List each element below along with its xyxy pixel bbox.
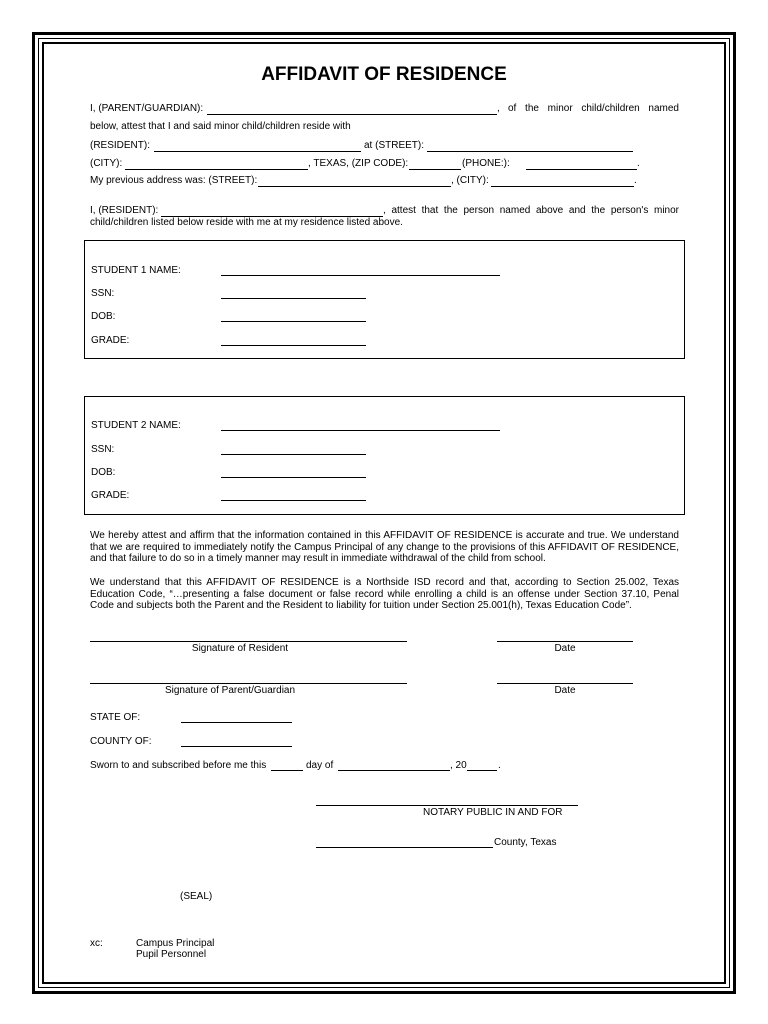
phone-line[interactable] [526, 169, 637, 170]
resident-date-line[interactable] [497, 641, 633, 642]
county-of-line[interactable] [181, 746, 292, 747]
previous-city-label: , (CITY): [451, 175, 489, 186]
parent-guardian-comma: , [497, 103, 500, 114]
student-1-grade-line[interactable] [221, 345, 366, 346]
street-line[interactable] [427, 151, 633, 152]
resident-attest-text-b: child/children listed below reside with me at my residence listed above. [90, 217, 403, 228]
student-2-name-line[interactable] [221, 430, 500, 431]
seal-label: (SEAL) [180, 891, 213, 902]
zip-code-line[interactable] [409, 169, 461, 170]
county-of-label: COUNTY OF: [90, 736, 152, 747]
minor-children-text: of the minor child/children named [508, 103, 679, 114]
xc-pupil-personnel: Pupil Personnel [136, 949, 207, 960]
resident-signature-label: Signature of Resident [191, 643, 289, 654]
student-2-ssn-label: SSN: [91, 444, 115, 455]
sworn-period: . [498, 760, 501, 771]
street-label: at (STREET): [364, 140, 425, 151]
phone-period: . [637, 158, 640, 169]
student-1-name-label: STUDENT 1 NAME: [91, 265, 181, 276]
parent-signature-line[interactable] [90, 683, 407, 684]
notary-county-line[interactable] [316, 847, 493, 848]
resident-date-label: Date [554, 643, 576, 654]
student-2-dob-label: DOB: [91, 467, 116, 478]
student-1-name-line[interactable] [221, 275, 500, 276]
resident-line[interactable] [154, 151, 361, 152]
xc-campus-principal: Campus Principal [136, 938, 215, 949]
county-texas-label: County, Texas [494, 837, 557, 848]
state-of-line[interactable] [181, 722, 292, 723]
resident-signature-line[interactable] [90, 641, 407, 642]
city-line[interactable] [125, 169, 308, 170]
sworn-month-line[interactable] [338, 770, 450, 771]
sworn-text-start: Sworn to and subscribed before me this [90, 760, 267, 771]
document-title: AFFIDAVIT OF RESIDENCE [261, 64, 507, 85]
sworn-day-of-text: day of [306, 760, 334, 771]
phone-label: (PHONE:): [462, 158, 510, 169]
parent-date-line[interactable] [497, 683, 633, 684]
xc-label: xc: [90, 938, 103, 949]
student-2-name-label: STUDENT 2 NAME: [91, 420, 181, 431]
student-2-dob-line[interactable] [221, 477, 366, 478]
resident-attest-text-a: , attest that the person named above and the person's minor [383, 205, 679, 216]
student-2-box [84, 396, 685, 515]
notary-public-label: NOTARY PUBLIC IN AND FOR [423, 807, 563, 818]
previous-street-line[interactable] [258, 186, 451, 187]
student-1-box [84, 240, 685, 359]
attest-paragraph: We hereby attest and affirm that the information contained in this AFFIDAVIT OF RESIDENCE is accurate and true. We understand that we are required to immediately notify the Campus Principal of any change to the provisions of this AFFIDAVIT OF RESIDENCE, and that failure to do so in a timely manner may result in immediate withdrawal of the child from school. [90, 530, 679, 564]
sworn-day-line[interactable] [271, 770, 303, 771]
student-2-grade-line[interactable] [221, 500, 366, 501]
notary-signature-line[interactable] [316, 805, 578, 806]
student-1-ssn-label: SSN: [91, 288, 115, 299]
parent-guardian-label: I, (PARENT/GUARDIAN): [90, 103, 204, 114]
resident-label: (RESIDENT): [90, 140, 150, 151]
parent-date-label: Date [554, 685, 576, 696]
previous-address-label: My previous address was: (STREET): [90, 175, 258, 186]
parent-guardian-line[interactable] [207, 114, 497, 115]
previous-period: . [634, 175, 637, 186]
parent-signature-label: Signature of Parent/Guardian [164, 685, 296, 696]
texas-zip-label: , TEXAS, (ZIP CODE): [308, 158, 409, 169]
legal-paragraph: We understand that this AFFIDAVIT OF RESIDENCE is a Northside ISD record and that, according to Section 25.002, Texas Education Code, “…presenting a false document or false record while enrolling a child is an offense under Section 37.10, Penal Code and subjects both the Parent and the Resident to liability for tuition under Section 25.001(h), Texas Education Code”. [90, 577, 679, 611]
previous-city-line[interactable] [491, 186, 634, 187]
attest-line: below, attest that I and said minor child/children reside with [90, 121, 351, 132]
student-2-ssn-line[interactable] [221, 454, 366, 455]
student-1-grade-label: GRADE: [91, 335, 130, 346]
student-1-dob-line[interactable] [221, 321, 366, 322]
student-2-grade-label: GRADE: [91, 490, 130, 501]
sworn-year-prefix: , 20 [450, 760, 467, 771]
state-of-label: STATE OF: [90, 712, 141, 723]
student-1-dob-label: DOB: [91, 311, 116, 322]
sworn-year-line[interactable] [467, 770, 497, 771]
student-1-ssn-line[interactable] [221, 298, 366, 299]
resident-attest-label: I, (RESIDENT): [90, 205, 159, 216]
city-label: (CITY): [90, 158, 123, 169]
